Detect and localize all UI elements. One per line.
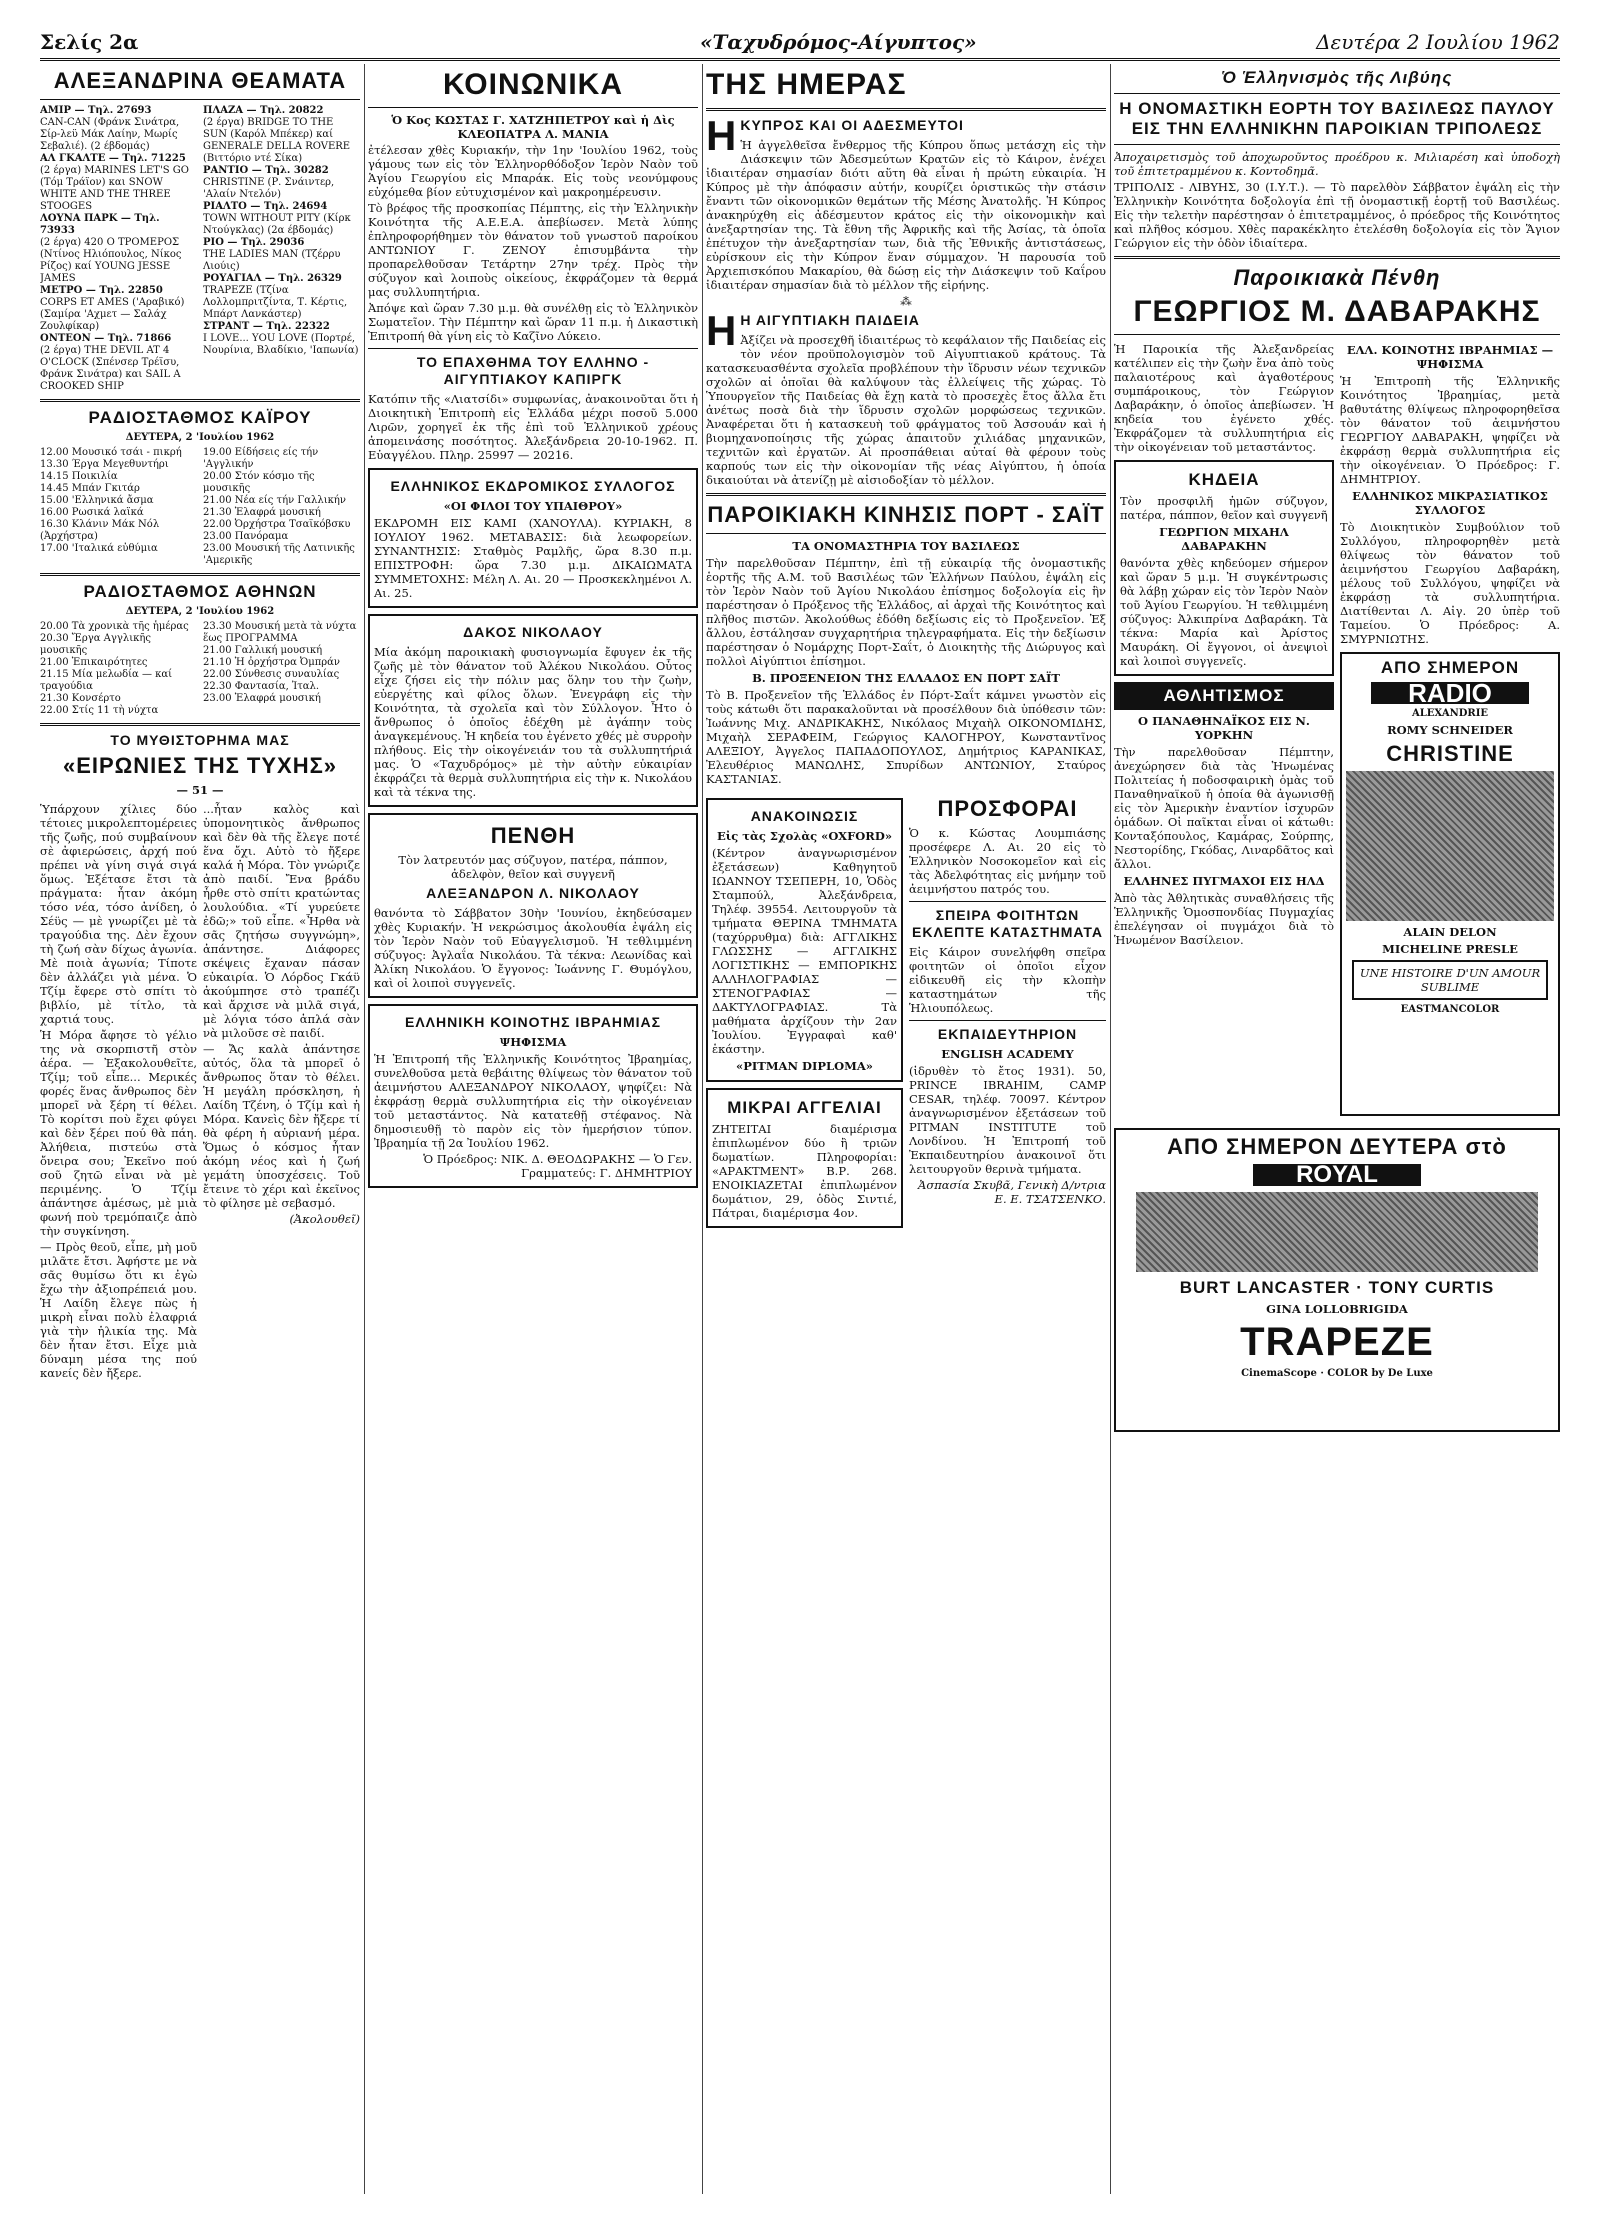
cinema-ad-head: ΑΠΟ ΣΗΜΕΡΟΝ ΔΕΥΤΕΡΑ στὸ — [1167, 1134, 1507, 1159]
radio-slot: 22.00 Σύνθεσις συναυλίας — [203, 669, 340, 680]
drop-cap: Η — [706, 307, 737, 354]
day-title: ΤΗΣ ΗΜΕΡΑΣ — [706, 68, 907, 101]
novel-paragraph: ...ἦταν καλὸς καὶ ὑπομονητικὸς ἄνθρωπος καὶ δὲν θὰ τῆς ἔλεγε ποτέ ἕνα ὄχι. Αὐτὸ τὸ ἤξερε καλά ἡ Μόρα. Τὸν γνώριζε ἀπὸ παιδί. Ἔνα βράδυ ἦρθε στὸ σπίτι κρατώντας λουλούδια. «Τί γυρεύετε ἐδῶ;» τοῦ εἶπε. «Ἦρθα νὰ σᾶς ζητήσω συγγνώμη», ἀπάντησε. Διάφορες σκέψεις ἔχαναν πάσαν εὐκαιρία. Ὁ Λόρδος Γκάϋ ἀκούμπησε στὸ τραπέζι καὶ ἄρχισε νὰ μιλᾶ σιγά, μὲ λόγια τόσο ἁπλά σὰν νὰ μιλοῦσε σὲ παιδί. — [203, 802, 360, 1040]
theatre-entry: I LOVE... YOU LOVE (Πορτρέ, Νουρίνια, Βλαδίκιο, 'Ιαπωνία) — [203, 333, 359, 356]
education-text: Ἀξίζει νὰ προσεχθῆ ἰδιαιτέρως τὸ κεφάλαιον τῆς Παιδείας εἰς τὸν νέον προϋπολογισμὸν τοῦ Αἰγυπτιακοῦ κράτους. Τὰ κατασκευασθέντα σχολεῖα προβλέπουν τὴν ἵδρυσιν νέων τεχνικῶν σχολῶν αἱ ὁποῖαι θὰ καλύψουν τὰς ἐλλείψεις τῆς χώρας. Τὸ Ὑπουργεῖον τῆς Παιδείας θὰ ἔχῃ κατὰ τὸ προσεχὲς ἔτος ἄλλα ἔτι ἀνέτως ποσὰ διὰ τὴν ἵδρυσιν σχολῶν μορφώσεως τεχνικῶν. Ἀναφέρεται ὅτι ἡ κατασκευὴ τοῦ φράγματος τοῦ Ἀσσουάν καὶ ἡ βιομηχανοποίησις τῆς χώρας ἀπαιτοῦν χιλιάδας μηχανικῶν, τεχνιτῶν καὶ ἐργατῶν. Αἱ προσπάθειαι αὐταί θὰ φέρουν τοὺς καρπούς των εἰς τὴν οἰκονομίαν τῆς νέας Αἰγύπτου, ἡ ὁποία δικαιούται νὰ ἀτενίζῃ μὲ αἰσιοδοξίαν τὸ μέλλον. — [706, 333, 1106, 487]
mourning-text-2: θανόντα τὸ Σάββατον 30ὴν 'Ιουνίου, ἐκηδεύσαμεν χθὲς Κυριακήν. Ἡ νεκρώσιμος ἀκολουθία ἐψάλη εἰς τὸν Ἱερὸν Ναὸν τοῦ Εὐαγγελισμοῦ. Ἡ τεθλιμμένη σύζυγος: Ἀγλαΐα Νικολάου. Τὰ τέκνα: Λεωνίδας καὶ Ἀλίκη Νικολάου. Ὁ ἔγγονος: Ἰωάννης Γ. Θυμόγλου, καὶ οἱ λοιποὶ συγγενεῖς. — [374, 906, 692, 990]
mourning-notice — [368, 813, 698, 998]
cinema-film-title: CHRISTINE — [1386, 741, 1514, 766]
death-notice: Τὸ βρέφος τῆς προσκοπίας Πέμπτης, εἰς τὴν Ἑλληνικὴν Κοινότητα τῆς Α.Ε.Ε.Α. ἀπεβίωσεν. Μετὰ λύπης ἐπληροφορήθημεν τὸν θάνατον τοῦ γνωστοῦ παροίκου ΑΝΤΩΝΙΟΥ Γ. ΖΕΝΟΥ ἐπισυμβάντα τὴν προπαρελθοῦσαν Τετάρτην 27ην τρέχ. Πρὸς τὴν σύζυγον καὶ λοιποὺς οἰκείους, ἐκφράζομεν τὰ θερμά μας συλλυπητήρια. — [368, 201, 698, 299]
hellenism-heading: Ὁ Ἑλληνισμὸς τῆς Λιβύης — [1221, 68, 1453, 87]
cairo-radio-listing — [40, 447, 360, 567]
theatre-entry: ΑΜΙΡ — Τηλ. 27693 — [40, 105, 152, 116]
club-text: ΕΚΔΡΟΜΗ ΕΙΣ ΚΑΜΙ (ΧΑΝΟΥΛΑ). ΚΥΡΙΑΚΗ, 8 ΙΟΥΛΙΟΥ 1962. ΜΕΤΑΒΑΣΙΣ: διὰ λεωφορείων. ΣΥΝΑΝΤΗΣΙΣ: Σταθμὸς Ραμλῆς, ὥρα 8.30 π.μ. ΕΠΙΣΤΡΟΦΗ: ὥρα 7.30 μ.μ. ΔΙΚΑΙΩΜΑΤΑ ΣΥΜΜΕΤΟΧΗΣ: Μέλη Λ. Αι. 20 — Προσκεκλημένοι Λ. Αι. 25. — [374, 516, 692, 600]
nameday-title: Η ΟΝΟΜΑΣΤΙΚΗ ΕΟΡΤΗ ΤΟΥ ΒΑΣΙΛΕΩΣ ΠΑΥΛΟΥ ΕΙΣ ΤΗΝ ΕΛΛΗΝΙΚΗΝ ΠΑΡΟΙΚΙΑΝ ΤΡΙΠΟΛΕΩΣ — [1119, 99, 1555, 138]
theatre-entry: (2 έργα) BRIDGE TO THE SUN (Καρόλ Μπέκερ) καί GENERALE DELLA ROVERE (Βιττόριο ντέ Σίκα) — [203, 117, 351, 164]
club-title: ΕΛΛΗΝΙΚΟΣ ΕΚΔΡΟΜΙΚΟΣ ΣΥΛΛΟΓΟΣ — [390, 478, 676, 494]
education-heading: Η ΑΙΓΥΠΤΙΑΚΗ ΠΑΙΔΕΙΑ — [740, 312, 920, 328]
funeral-notice — [1114, 460, 1334, 676]
novel-title: «ΕΙΡΩΝΙΕΣ ΤΗΣ ΤΥΧΗΣ» — [62, 753, 338, 778]
radio-slot: 21.00 Γαλλική μουσική — [203, 645, 323, 656]
cinema-stars: BURT LANCASTER · TONY CURTIS — [1179, 1278, 1495, 1297]
film-still-image — [1346, 771, 1554, 921]
education-article — [706, 307, 1106, 487]
radio-slot: 19.00 Είδήσεις είς τήν 'Αγγλικήν — [203, 447, 319, 470]
radio-slot: 22.00 Ὀρχήστρα Τσαϊκόβσκυ — [203, 519, 351, 530]
radio-slot: 15.00 'Ελληνικά ἄσμα — [40, 495, 154, 506]
funeral-name: ΓΕΩΡΓΙΟΝ ΜΙΧΑΗΛ ΔΑΒΑΡΑΚΗΝ — [1159, 525, 1289, 553]
theatre-entry: TOWN WITHOUT PITY (Κίρκ Ντούγκλας) (2α έβδομάς) — [203, 213, 351, 236]
classifieds-text: ΖΗΤΕΙΤΑΙ διαμέρισμα ἐπιπλωμένον δύο ἢ τριῶν δωματίων. Πληροφορίαι: «ΑΡΑΚΤΜΕΝΤ» Β.Ρ. 268. ΕΝΟΙΚΙΑΖΕΤΑΙ ἐπιπλωμένον δωμάτιον, 29, ὁδὸς Σιντιέ, Πάτραι, διαμέρισμα 4ον. — [712, 1122, 897, 1220]
theatre-entry: TRAPEZE (Τζίνα Λολλομπριτζίντα, Τ. Κέρτις, Μπάρτ Λανκάστερ) — [203, 285, 348, 320]
theatre-entry: (2 έργα) MARINES LET'S GO (Τόμ Τράϊον) και SNOW WHITE AND THE THREE STOOGES — [40, 165, 189, 212]
theatre-entry: ΟΝΤΕΟΝ — Τηλ. 71866 — [40, 333, 172, 344]
film-poster-image — [1136, 1192, 1538, 1272]
theatre-entry: CORPS ET AMES ('Αραβικό) (Σαμίρα 'Αχμετ — Σαλάχ Ζουλφίκαρ) — [40, 297, 185, 332]
masthead — [40, 28, 1560, 61]
royal-cinema-logo: ROYAL — [1253, 1164, 1421, 1186]
funeral-text-2: θανόντα χθὲς κηδεύομεν σήμερον καὶ ὥραν 5 μ.μ. Ἡ συγκέντρωσις θὰ λάβῃ χώραν εἰς τὸν Ἱερὸν Ναὸν τοῦ Ἁγίου Γεωργίου. Ἡ τεθλιμμένη σύζυγος: Ἀλκιπρίνα Δαβαράκη. Τὰ τέκνα: Μαρία καὶ Ἀρίστος Μαυράκη. Οἱ ἔγγονοι, οἱ ἀνεψιοὶ καὶ λοιποὶ συγγενεῖς. — [1120, 556, 1328, 668]
novel-body — [40, 800, 360, 1382]
cinema-star: MICHELINE PRESLE — [1382, 942, 1518, 956]
theatre-entry: ΡΑΝΤΙΟ — Τηλ. 30282 — [203, 165, 329, 176]
theatre-entry: ΑΛ ΓΚΑΛΤΕ — Τηλ. 71225 — [40, 153, 186, 164]
radio-slot: 17.00 'Ιταλικά εὐθύμια — [40, 543, 158, 554]
radio-slot: ἕως ΠΡΟΓΡΑΜΜΑ — [203, 633, 298, 644]
radio-slot: 16.00 Ρωσικά λαϊκά — [40, 507, 144, 518]
cyprus-article — [706, 112, 1106, 292]
newspaper-name: «Ταχυδρόμος-Αίγυπτος» — [700, 30, 977, 54]
theatre-entry: ΡΙΟ — Τηλ. 29036 — [203, 237, 305, 248]
radio-slot: 12.00 Μουσικό τσάι - πικρή — [40, 447, 182, 458]
nameday-subtitle: Ἀποχαιρετισμὸς τοῦ ἀποχωροῦντος προέδρου κ. Μιλιαρέση καὶ ὑποδοχὴ τοῦ ἐπιτετραμμένου κ. Κοντοδημᾶ. — [1114, 150, 1560, 178]
mourning-section-title: Παροικιακὰ Πένθη — [1233, 265, 1441, 290]
oxford-ad-title: ΑΝΑΚΟΙΝΩΣΙΣ — [750, 808, 859, 824]
theatres-listing — [40, 105, 360, 393]
issue-date: Δευτέρα 2 Ιουλίου 1962 — [1316, 30, 1560, 54]
community-subtitle: ΨΗΦΙΣΜΑ — [499, 1035, 567, 1049]
students-text: Εἰς Κάιρον συνελήφθη σπεῖρα φοιτητῶν οἱ ὁποῖοι εἶχον εἰδικευθῆ εἰς τὴν κλοπὴν καταστημάτων τῆς Ἡλιουπόλεως. — [909, 945, 1106, 1015]
theatre-entry: ΡΟΥΑΓΙΑΛ — Τηλ. 26329 — [203, 273, 342, 284]
theatre-entry: ΡΙΑΛΤΟ — Τηλ. 24694 — [203, 201, 328, 212]
column-divider — [702, 64, 703, 2194]
academy-subtitle: ENGLISH ACADEMY — [941, 1047, 1074, 1061]
radio-slot: 14.15 Ποικιλία — [40, 471, 118, 482]
column-1 — [40, 64, 360, 1382]
social-title: ΚΟΙΝΩΝΙΚΑ — [442, 68, 623, 101]
radio-slot: 23.00 Μουσική τῆς Λατινικῆς 'Αμερικῆς — [203, 543, 355, 566]
cyprus-heading: ΚΥΠΡΟΣ ΚΑΙ ΟΙ ΑΔΕΣΜΕΥΤΟΙ — [740, 117, 964, 133]
cinema-ad-head: ΑΠΟ ΣΗΜΕΡΟΝ — [1380, 658, 1520, 677]
column-4 — [1114, 64, 1560, 1438]
cyprus-text: Ἡ ἀγγελθεῖσα ἔνθερμος τῆς Κύπρου ὅπως μετάσχη εἰς τὴν Διάσκεψιν τῶν Ἀδεσμεύτων Κρατῶν εἰς τὸ Κάιρον, ἐνέχει ἰδιαιτέραν σημασίαν διότι αὕτη θὰ εἶναι ἡ πρώτη εὐκαιρία. Ἡ Κύπρος μὲ τὴν ἀπόφασιν αὐτήν, κουρίζει ὁριστικῶς τὴν στάσιν ἔναντι τῶν οἰκονομικῶν θεμάτων τῆς Μέσης Ἀνατολῆς. Ἡ Κύπρος ἀνακηρύχθη εἰς ἀδέσμευτον κράτος εἰς τὴν οἰκονομικὴν καὶ ἀνεξαρτησίαν της. Τὰ ἔθνη τῆς Ἀφρικῆς καὶ τῆς Ἀσίας, τὰ ὁποῖα ἐπέτυχον τὴν ἀνεξαρτησίαν των, διὰ τῆς Ἐθνικῆς ἀντιστάσεως, εὑρίσκουν εἰς τὴν Κύπρον ἕναν σύμμαχον. Ἡ παρουσία τοῦ Ἀρχιεπισκόπου Μακαρίου, θὰ δώσῃ εἰς τὴν Διάσκεψιν τοῦ Καΐρου ἰδιαιτέραν σημασίαν διὰ τὸ μέλλον τῆς εἰρήνης. — [706, 138, 1106, 292]
funeral-text: Τὸν προσφιλῆ ἡμῶν σύζυγον, πατέρα, πάππον, θεῖον καὶ συγγενῆ — [1120, 494, 1328, 522]
classifieds-title: ΜΙΚΡΑΙ ΑΓΓΕΛΙΑΙ — [727, 1098, 882, 1117]
mourning-title: ΠΕΝΘΗ — [490, 823, 576, 848]
theatres-title: ΑΛΕΞΑΝΔΡΙΝΑ ΘΕΑΜΑΤΑ — [53, 68, 347, 93]
novel-episode: — 51 — — [176, 783, 224, 797]
community-resolution — [368, 1004, 698, 1188]
drop-cap: Η — [706, 112, 737, 159]
radio-slot: 21.00 Νέα είς τήν Γαλλικήν — [203, 495, 346, 506]
port-said-text: Τὴν παρελθοῦσαν Πέμπτην, ἐπὶ τῇ εὐκαιρίᾳ τῆς ὀνομαστικῆς ἑορτῆς τῆς Α.Μ. τοῦ Βασιλέως τῶν Ἑλλήνων Παύλου, ἐψάλη εἰς τὸν Ἱερὸν Ναὸν τοῦ Ἁγίου Νικολάου ἐπίσημος δοξολογία εἰς ἣν παρέστησαν ὁ Πρόξενος τῆς Ἑλλάδος, αἱ ἀρχαὶ τῆς Κοινότητος καὶ πλῆθος πιστῶν. Ἀκολούθως ἐδόθη δεξίωσις εἰς τὸ Προξενεῖον. Ἐξ ἄλλου, ἐστάλησαν συγχαρητήρια τηλεγραφήματα. Εἰς τὴν δεξίωσιν παρέστησαν ὁ Νομάρχης Πορτ-Σαΐτ, ὁ Διοικητὴς τῆς Διώρυγος καὶ πολλοὶ Αἰγύπτιοι ἐπίσημοι. — [706, 556, 1106, 668]
radio-slot: 16.30 Κλάνιν Μάκ Νόλ (Ἀρχήστρα) — [40, 519, 160, 542]
radio-slot: 21.00 Ἐπικαιρότητες — [40, 657, 148, 668]
resolution-heading: ΕΛΛ. ΚΟΙΝΟΤΗΣ ΙΒΡΑΗΜΙΑΣ — ΨΗΦΙΣΜΑ — [1346, 343, 1554, 371]
novel-paragraph: — Πρὸς θεοῦ, εἶπε, μὴ μοῦ μιλᾶτε ἔτσι. Ἀφήστε με νὰ σᾶς θυμίσω ὅτι κι ἐγὼ ἔχω τὴν ἀξιοπρέπειά μου. Ἡ Λαίδη ἔλεγε πὼς ἡ μικρὴ εἶναι πολὺ ἐλαφριά γιὰ τὴν ἡλικία της. Μὰ δὲν ἦταν ἔτσι. Εἶχε μιὰ δύναμη μέσα της πού κανείς δὲν ἤξερε. — [40, 1240, 197, 1380]
funeral-title: ΚΗΔΕΙΑ — [1188, 470, 1260, 489]
dakos-article — [368, 614, 698, 807]
royal-cinema-ad — [1114, 1128, 1560, 1432]
radio-slot: 13.30 Έργα Μεγεθυντήρι — [40, 459, 169, 470]
radio-slot: 20.00 Στόν κόσμο τῆς μουσικῆς — [203, 471, 315, 494]
radio-slot: 21.30 Ἐλαφρά μουσική — [203, 507, 321, 518]
cinema-star: ROMY SCHNEIDER — [1387, 723, 1513, 737]
novel-kicker: ΤΟ ΜΥΘΙΣΤΟΡΗΜΑ ΜΑΣ — [110, 732, 290, 748]
oxford-ad-text: (Κέντρον ἀναγνωρισμένον ἐξετάσεων) Καθηγητοῦ ΙΩΑΝΝΟΥ ΤΣΕΠΕΡΗ, 10, Ὁδὸς Σταμπούλ, Ἀλεξάνδρεια, Τηλέφ. 39554. Λειτουργοῦν τὰ τμήματα ΘΕΡΙΝΑ ΤΜΗΜΑΤΑ (ταχύρρυθμα) διὰ: ΑΓΓΛΙΚΗΣ ΓΛΩΣΣΗΣ — ΑΓΓΛΙΚΗΣ ΛΟΓΙΣΤΙΚΗΣ — ΕΜΠΟΡΙΚΗΣ ΑΛΛΗΛΟΓΡΑΦΙΑΣ — ΣΤΕΝΟΓΡΑΦΙΑΣ — ΔΑΚΤΥΛΟΓΡΑΦΙΑΣ. Τὰ μαθήματα ἀρχίζουν τὴν 2αν Ἰουλίου. Ἐγγραφαὶ καθ' ἑκάστην. — [712, 846, 897, 1056]
novel-continued: (Ἀκολουθεῖ) — [289, 1212, 360, 1226]
boxers-text: Ἀπὸ τὰς Ἀθλητικὰς συναθλήσεις τῆς Ἑλληνικῆς Ὁμοσπονδίας Πυγμαχίας ἐπελέγησαν οἱ πυγμάχοι διὰ τὸ Ἡνωμένον Βασίλειον. — [1114, 891, 1334, 947]
mourning-section-body — [1114, 340, 1560, 1122]
club-subtitle: «ΟΙ ΦΙΛΟΙ ΤΟΥ ΥΠΑΙΘΡΟΥ» — [443, 499, 623, 513]
theatre-entry: CAN-CAN (Φράνκ Σινάτρα, Σίρ-λεϋ Μάκ Λαίην, Μωρίς Σεβαλιέ). (2 έβδομάς) — [40, 117, 180, 152]
pitman-diploma: «PITMAN DIPLOMA» — [736, 1059, 873, 1073]
radio-slot: 22.30 Φαντασία, Ἰταλ. — [203, 681, 319, 692]
novel-paragraph: Ἡ Μόρα ἄφησε τὸ γέλιο της νὰ σκορπιστῆ στὸν ἀέρα. — Ἐξακολουθεῖτε, Τζίμ; τοῦ εἶπε... Μερικές φορές ἕνας ἄνθρωπος δὲν μπορεῖ νὰ ξέρη τί θέλει. Τὸ κορίτσι ποὺ ἔχει φύγει καὶ δὲν ξέρει πού θὰ πάη. Ἀλήθεια, πιστεύω στὰ ὄνειρα σου; Ἐκεῖνο πού σοῦ ζητῶ εἶναι νὰ μὲ περιμένης. Ὁ Τζίμ ἀπάντησε ἀμέσως, μὲ μιὰ φωνή ποὺ τρεμόπαιζε ἀπὸ τὴν συγκίνηση. — [40, 1028, 197, 1238]
port-said-subtitle: ΤΑ ΟΝΟΜΑΣΤΗΡΙΑ ΤΟΥ ΒΑΣΙΛΕΩΣ — [792, 539, 1020, 553]
novel-paragraph: Ὑπάρχουν χίλιες δύο τέτοιες μικρολεπτομέρειες τῆς ζωῆς, πού συμβαίνουν σὲ ἀφιερώσεις, ἀρχή πού πρέπει νὰ γίνη σιγά σιγά ὅμως. Ἐξέτασε ἔτσι τὰ πράγματα: ἦταν ἀκόμη τόσο νέα, τόσο ἀνίδεη, ὁ Σέϋς — μὲ γνωρίζει μὲ τὰ τραγούδια της. Δὲν ἔχουν τὴ ζωή σὰν δίχως ἀγωνία. Μὲ ποιὰ ἀγωνία; Τίποτε δὲν ἀλλάζει γιὰ μένα. Ὁ Τζίμ ἔφερε στὸ σπίτι τὸ βιβλίο, μὲ τίτλο, τὰ χαρτιά τους. — [40, 802, 197, 1026]
consulate-subtitle: Β. ΠΡΟΞΕΝΕΙΟΝ ΤΗΣ ΕΛΛΑΔΟΣ ΕΝ ΠΟΡΤ ΣΑΪΤ — [752, 671, 1060, 685]
theatre-entry: CHRISTINE (Ρ. Σνάιντερ, 'Αλαίν Ντελόν) — [203, 177, 335, 200]
dakos-text: Μία ἀκόμη παροικιακὴ φυσιογνωμία ἔφυγεν ἐκ τῆς ζωῆς μὲ τὸν θάνατον τοῦ Ἀλέκου Νικολάου. Οὗτος εἶχε ζήσει εἰς τὴν πόλιν μας ὅλην του τὴν ζωὴν, εὐεργέτης καὶ φίλος ὅλων. Ἐνεγράφη εἰς τὴν Κοινότητα, τὰ σχολεῖα καὶ τὸν Σύλλογον. Ἦτο ὁ ἄνθρωπος ὁ ὁποῖος ἐδέχθη μὲ ἀγάπην τοὺς ἀναγκεμένους. Ἡ κηδεία του ἐγένετο χθές μὲ συρροὴν πλήθους. Εἰς τὴν οἰκογένειάν του τὰ συλλυπητήριά μας. Ὁ «Ταχυδρόμος» μὲ τὴν αὐτὴν εὐκαιρίαν ἐκφράζει τὰ θερμὰ συλλυπητήρια εἰς τὴν κ. Νικολάου καὶ τὰ τέκνα της. — [374, 645, 692, 799]
cinema-color-process: EASTMANCOLOR — [1400, 1004, 1500, 1015]
cinema-film-title: TRAPEZE — [1240, 1320, 1434, 1364]
oxford-ad-subtitle: Εἰς τὰς Σχολὰς «OXFORD» — [716, 829, 893, 843]
athens-radio-listing — [40, 621, 360, 717]
offers-text: Ὁ κ. Κώστας Λουμπιάσης προσέφερε Λ. Αι. 20 εἰς τὸ Ἑλληνικὸν Νοσοκομεῖον καὶ εἰς τὰς Ἀδελφότητας εἰς μνήμην τοῦ ἀειμνήστου πατρός του. — [909, 826, 1106, 896]
theatre-entry: ΣΤΡΑΝΤ — Τηλ. 22322 — [203, 321, 330, 332]
cinema-city: ALEXANDRIE — [1412, 708, 1488, 719]
theatre-entry: (2 έργα) THE DEVIL AT 4 O'CLOCK (Σπένσερ Τρέϊσυ, Φράνκ Σινάτρα) και SAIL A CROOKED SHIP — [40, 345, 181, 392]
cinema-format: CinemaScope · COLOR by De Luxe — [1241, 1368, 1433, 1379]
academy-title: ΕΚΠΑΙΔΕΥΤΗΡΙΟΝ — [937, 1026, 1078, 1042]
mourning-section-name: ΓΕΩΡΓΙΟΣ Μ. ΔΑΒΑΡΑΚΗΣ — [1133, 295, 1541, 328]
academy-signature: Ἀσπασία Σκυβᾶ, Γενικὴ Δ/ντρια Ε. Ε. ΤΣΑΤΣΕΝΚΟ. — [918, 1178, 1106, 1206]
community-signature: Ὁ Πρόεδρος: ΝΙΚ. Δ. ΘΕΟΔΩΡΑΚΗΣ — Ὁ Γεν. Γραμματεύς: Γ. ΔΗΜΗΤΡΙΟΥ — [423, 1152, 692, 1180]
sport-heading: Ο ΠΑΝΑΘΗΝΑΪΚΟΣ ΕΙΣ Ν. ΥΟΡΚΗΝ — [1138, 714, 1310, 742]
cinema-star: ALAIN DELON — [1403, 925, 1497, 939]
theatre-entry: ΛΟΥΝΑ ΠΑΡΚ — Τηλ. 73933 — [40, 213, 160, 236]
column-divider — [1110, 64, 1111, 2194]
column-3 — [706, 64, 1106, 1234]
kapirk-text: Κατόπιν τῆς «Λιατσίδι» συμφωνίας, ἀνακοινοῦται ὅτι ἡ Διοικητικὴ Ἐπιτροπὴ εἰς Ἑλλάδα μέχρι ποσοῦ 5.000 Λιρῶν, χορηγεῖ ἐκ τῆς ἐπὶ τοῦ Ἑλληνικοῦ χρέους ἀπομεινάσης ποσότητος. Ἀλεξάνδρεια 20-10-1962. Π. Εὐαγγέλου. Πληρ. 25997 — 20216. — [368, 392, 698, 462]
nameday-text: ΤΡΙΠΟΛΙΣ - ΛΙΒΥΗΣ, 30 (Ι.Υ.Τ.). — Τὸ παρελθὸν Σάββατον ἐψάλη εἰς τὴν Ἑλληνικὴν Κοινότητα δοξολογία ἐπὶ τῇ ὀνομαστικῇ ἑορτῇ τοῦ Βασιλέως. Εἰς τὴν τελετὴν παρέστησαν ὁ ἐπιτετραμμένος, ὁ πρόεδρος τῆς Κοινότητος καὶ πλῆθος κόσμου. Χθὲς παρακέκλητο ἐτελέσθη δοξολογία εἰς τὸν Ἅγιον Γεώργιον εἰς τὴν ὁδὸν ἰδιαίτερα. — [1114, 180, 1560, 250]
radio-slot: 21.15 Μία μελωδία — καί τραγούδια — [40, 669, 173, 692]
radio-cinema-ad — [1340, 652, 1560, 1116]
radio-slot: 22.00 Στίς 11 τὴ νύχτα — [40, 705, 159, 716]
page-number: Σελίς 2α — [40, 30, 139, 54]
radio-slot: 21.10 Ἡ ὀρχήστρα Ὀμπράν — [203, 657, 341, 668]
radio-slot: 23.00 Πανόραμα — [203, 531, 289, 542]
offers-title: ΠΡΟΣΦΟΡΑΙ — [937, 796, 1078, 821]
theatre-entry: THE LADIES MAN (Τζέρρυ Λιούις) — [203, 249, 341, 272]
mourning-section-text: Ἡ Παροικία τῆς Ἀλεξανδρείας κατέλιπεν εἰς τὴν ζωὴν ἕνα ἀπὸ τοὺς παλαιοτέρους καὶ ἀγαθοτέρους συμπάροικους, τὸν Γεώργιον Δαβαράκην, ὁ ὁποῖος ἀπεβίωσεν. Ἡ κηδεία του ἐγένετο χθές. Ἐκφράζομεν τὰ συλλυπητήρια εἰς τὴν οἰκογένειαν τοῦ μεταστάντος. — [1114, 342, 1334, 454]
community-title: ΕΛΛΗΝΙΚΗ ΚΟΙΝΟΤΗΣ ΙΒΡΑΗΜΙΑΣ — [404, 1014, 662, 1030]
wedding-text: ἐτέλεσαν χθὲς Κυριακήν, τὴν 1ην 'Ιουλίου 1962, τοὺς γάμους των εἰς τὸν Ἑλληνορθόδοξον Ἱερὸν Ναὸν τοῦ Ἁγίου Γεωργίου εἰς Μπαράκ. Εἰς τοὺς νεονύμφους εὐχόμεθα βίον εὐτυχισμένον καὶ μακροημέρευσιν. — [368, 143, 698, 199]
mourning-text: Τὸν λατρευτόν μας σύζυγον, πατέρα, πάππον, ἀδελφὸν, θεῖον καὶ συγγενῆ — [398, 853, 668, 881]
theatre-entry: ΠΛΑΖΑ — Τηλ. 20822 — [203, 105, 324, 116]
radio-slot: 21.30 Κονσέρτο — [40, 693, 121, 704]
column-divider — [364, 64, 365, 2194]
dakos-title: ΔΑΚΟΣ ΝΙΚΟΛΑΟΥ — [463, 624, 603, 640]
port-said-title: ΠΑΡΟΙΚΙΑΚΗ ΚΙΝΗΣΙΣ ΠΟΡΤ - ΣΑΪΤ — [707, 502, 1105, 527]
oxford-ad — [706, 798, 903, 1082]
lower-section — [706, 792, 1106, 1234]
boxers-heading: ΕΛΛΗΝΕΣ ΠΥΓΜΑΧΟΙ ΕΙΣ ΗΛΔ — [1123, 874, 1325, 888]
radio-slot: 23.00 Ἐλαφρά μουσική — [203, 693, 321, 704]
kapirk-title: ΤΟ ΕΠΑΧΘΗΜΑ ΤΟΥ ΕΛΛΗΝΟ - ΑΙΓΥΠΤΙΑΚΟΥ ΚΑΠΙΡΓΚ — [416, 354, 650, 387]
sport-logo: ΑΘΛΗΤΙΣΜΟΣ — [1114, 682, 1334, 710]
resolution-text: Ἡ Ἐπιτροπὴ τῆς Ἑλληνικῆς Κοινότητος Ἰβραημίας, μετὰ βαθυτάτης θλίψεως πληροφορηθεῖσα τὸν θάνατον τοῦ ἀειμνήστου ΓΕΩΡΓΙΟΥ ΔΑΒΑΡΑΚΗ, ψηφίζει νὰ ἐκφράσῃ θερμὰ συλλυπητήρια εἰς τὴν οἰκογένειαν. Ὁ Πρόεδρος: Γ. ΔΗΜΗΤΡΙΟΥ. — [1340, 374, 1560, 486]
wedding-heading: Ὁ Κος ΚΩΣΤΑΣ Γ. ΧΑΤΖΗΠΕΤΡΟΥ καὶ ἡ Δὶς ΚΛΕΟΠΑΤΡΑ Λ. ΜΑΝΙΑ — [391, 113, 675, 141]
novel-paragraph: — Ἄς καλὰ ἀπάντησε αὐτός, ὅλα τὰ μπορεῖ ὁ ἄνθρωπος ὅταν τὸ θέλει. Ἡ μεγάλη πρόσκληση, ἡ Λαίδη Τζένη, ὁ Τζίμ καὶ ἡ Μόρα. Κανεὶς δὲν ἤξερε τί θὰ φέρη ἡ αὐριανή μέρα. Ὅμως ὁ κόσμος ἦταν ἀκόμη νέος καὶ ἡ ζωή γεμάτη ὑποσχέσεις. Τοῦ ἔτεινε τὸ χέρι καὶ ἐκεῖνος τὸ φίλησε μὲ σεβασμό. — [203, 1042, 360, 1210]
radio-slot: 23.30 Μουσική μετὰ τὰ νύχτα — [203, 621, 357, 632]
academy-text: (ἱδρυθὲν τὸ ἔτος 1931). 50, PRINCE IBRAHIM, CAMP CESAR, τηλέφ. 70097. Κέντρον ἀναγνωρισμένον ἐξετάσεων τοῦ PITMAN INSTITUTE τοῦ Λονδίνου. Ἡ Ἐπιτροπή τοῦ Ἐκπαιδευτηρίου ἀνακοινοῖ ὅτι λειτουργοῦν θερινὰ τμήματα. — [909, 1064, 1106, 1176]
cairo-radio-date: ΔΕΥΤΕΡΑ, 2 'Ιουλίου 1962 — [125, 432, 275, 443]
radio-slot: 14.45 Μπάν Γκιτάρ — [40, 483, 140, 494]
mourning-name: ΑΛΕΞΑΝΔΡΟΝ Λ. ΝΙΚΟΛΑΟΥ — [426, 885, 640, 901]
sport-text: Τὴν παρελθοῦσαν Πέμπτην, ἀνεχώρησεν διὰ τὰς Ἡνωμένας Πολιτείας ἡ ποδοσφαιρικὴ ὁμὰς τοῦ Παναθηναϊκοῦ ἡ ὁποία θὰ ἀγωνισθῇ εἰς τὸν Ἀμερικὴν ἐναντίον ἰσχυρῶν ὁμάδων. Οἱ παῖκται εἶναι οἱ κάτωθι: Κονταξόπουλος, Καμάρας, Σούρπης, Νεστορίδης, Γκόδας, Λιναρδᾶτος καὶ ἄλλοι. — [1114, 745, 1334, 871]
asia-minor-title: ΕΛΛΗΝΙΚΟΣ ΜΙΚΡΑΣΙΑΤΙΚΟΣ ΣΥΛΛΟΓΟΣ — [1352, 489, 1548, 517]
consulate-text: Τὸ Β. Προξενεῖον τῆς Ἑλλάδος ἐν Πόρτ-Σαΐτ κάμνει γνωστὸν εἰς τοὺς κάτωθι ὅτι παρακαλοῦνται νὰ προσέλθουν διὰ ὑπόθεσιν τῶν: Ἰωάννης Μιχ. ΑΝΔΡΙΚΑΚΗΣ, Νικόλαος Μιχαὴλ ΟΙΚΟΝΟΜΙΔΗΣ, Μιχαὴλ ΣΕΡΑΦΕΙΜ, Γεώργιος ΚΑΛΟΓΗΡΟΥ, Κωνσταντῖνος ΑΛΕΞΙΟΥ, Ἀγγελος ΠΑΠΑΔΟΠΟΥΛΟΣ, Δημήτριος ΚΑΡΑΝΙΚΑΣ, Ἐλευθέριος ΜΑΝΩΛΗΣ, Σπυρίδων ΑΝΤΩΝΙΟΥ, Σταύρος ΚΑΣΤΑΝΙΑΣ. — [706, 688, 1106, 786]
athens-radio-title: ΡΑΔΙΟΣΤΑΘΜΟΣ ΑΘΗΝΩΝ — [83, 582, 317, 601]
students-title: ΣΠΕΙΡΑ ΦΟΙΤΗΤΩΝ ΕΚΛΕΠΤΕ ΚΑΤΑΣΤΗΜΑΤΑ — [912, 907, 1103, 940]
club-notice — [368, 468, 698, 608]
cairo-radio-title: ΡΑΔΙΟΣΤΑΘΜΟΣ ΚΑΪΡΟΥ — [88, 408, 312, 427]
asia-minor-text: Τὸ Διοικητικὸν Συμβούλιον τοῦ Συλλόγου, πληροφορηθὲν μετὰ θλίψεως τὸν θάνατον τοῦ ἀειμνήστου Γεωργίου Δαβαράκη, μέλους τοῦ Συλλόγου, ψηφίζει νὰ ἐκφράσῃ τὰ συλλυπητήρια. Διατίθενται Λ. Αἰγ. 20 ὑπὲρ τοῦ Ταμείου. Ὁ Πρόεδρος: Α. ΣΜΥΡΝΙΩΤΗΣ. — [1340, 520, 1560, 646]
classifieds — [706, 1088, 903, 1228]
community-text: Ἡ Ἐπιτροπή τῆς Ἑλληνικῆς Κοινότητος Ἰβραημίας, συνελθοῦσα μετὰ θεβάιτης θλίψεως τὸν θάνατον τοῦ ἀειμνήστου ΑΛΕΞΑΝΔΡΟΥ ΝΙΚΟΛΑΟΥ, ψηφίζει: Νὰ ἐκφράσῃ θερμὰ συλλυπητήρια εἰς τὴν οἰκογένειαν τοῦ μεταστάντος. Νὰ κατατεθῇ στέφανος. Νὰ δημοσιευθῇ τὸ παρὸν εἰς τὸν ἡμερήσιον τύπον. Ἰβραημία τῇ 2α Ἰουλίου 1962. — [374, 1052, 692, 1150]
radio-cinema-logo: RADIO — [1371, 682, 1529, 704]
radio-slot: 20.00 Τὰ χρονικὰ τῆς ἡμέρας — [40, 621, 189, 632]
ornament: ⁂ — [900, 294, 912, 308]
theatre-entry: ΜΕΤΡΟ — Τηλ. 22850 — [40, 285, 163, 296]
cinema-star: GINA LOLLOBRIGIDA — [1266, 1302, 1408, 1316]
meeting-notice: Ἀπόψε καὶ ὥραν 7.30 μ.μ. θὰ συνέλθῃ εἰς τὸ Ἑλληνικὸν Σωματεῖον. Τὴν Πέμπτην καὶ ὥραν 11 π.μ. ἡ Δικαστικὴ Ἐπιτροπή θὰ γίνη εἰς τὸ Καζῖνο Λύκειο. — [368, 301, 698, 343]
cinema-tagline: UNE HISTOIRE D'UN AMOUR SUBLIME — [1352, 960, 1548, 1000]
theatre-entry: (2 έργα) 420 Ο ΤΡΟΜΕΡΟΣ (Ντίνος Ηλιόπουλος, Νίκος Ρίζος) καί YOUNG JESSE JAMES — [40, 237, 182, 284]
column-2 — [368, 64, 698, 1194]
radio-slot: 20.30 Ἔργα Αγγλικῆς μουσικῆς — [40, 633, 151, 656]
athens-radio-date: ΔΕΥΤΕΡΑ, 2 'Ιουλίου 1962 — [125, 606, 275, 617]
